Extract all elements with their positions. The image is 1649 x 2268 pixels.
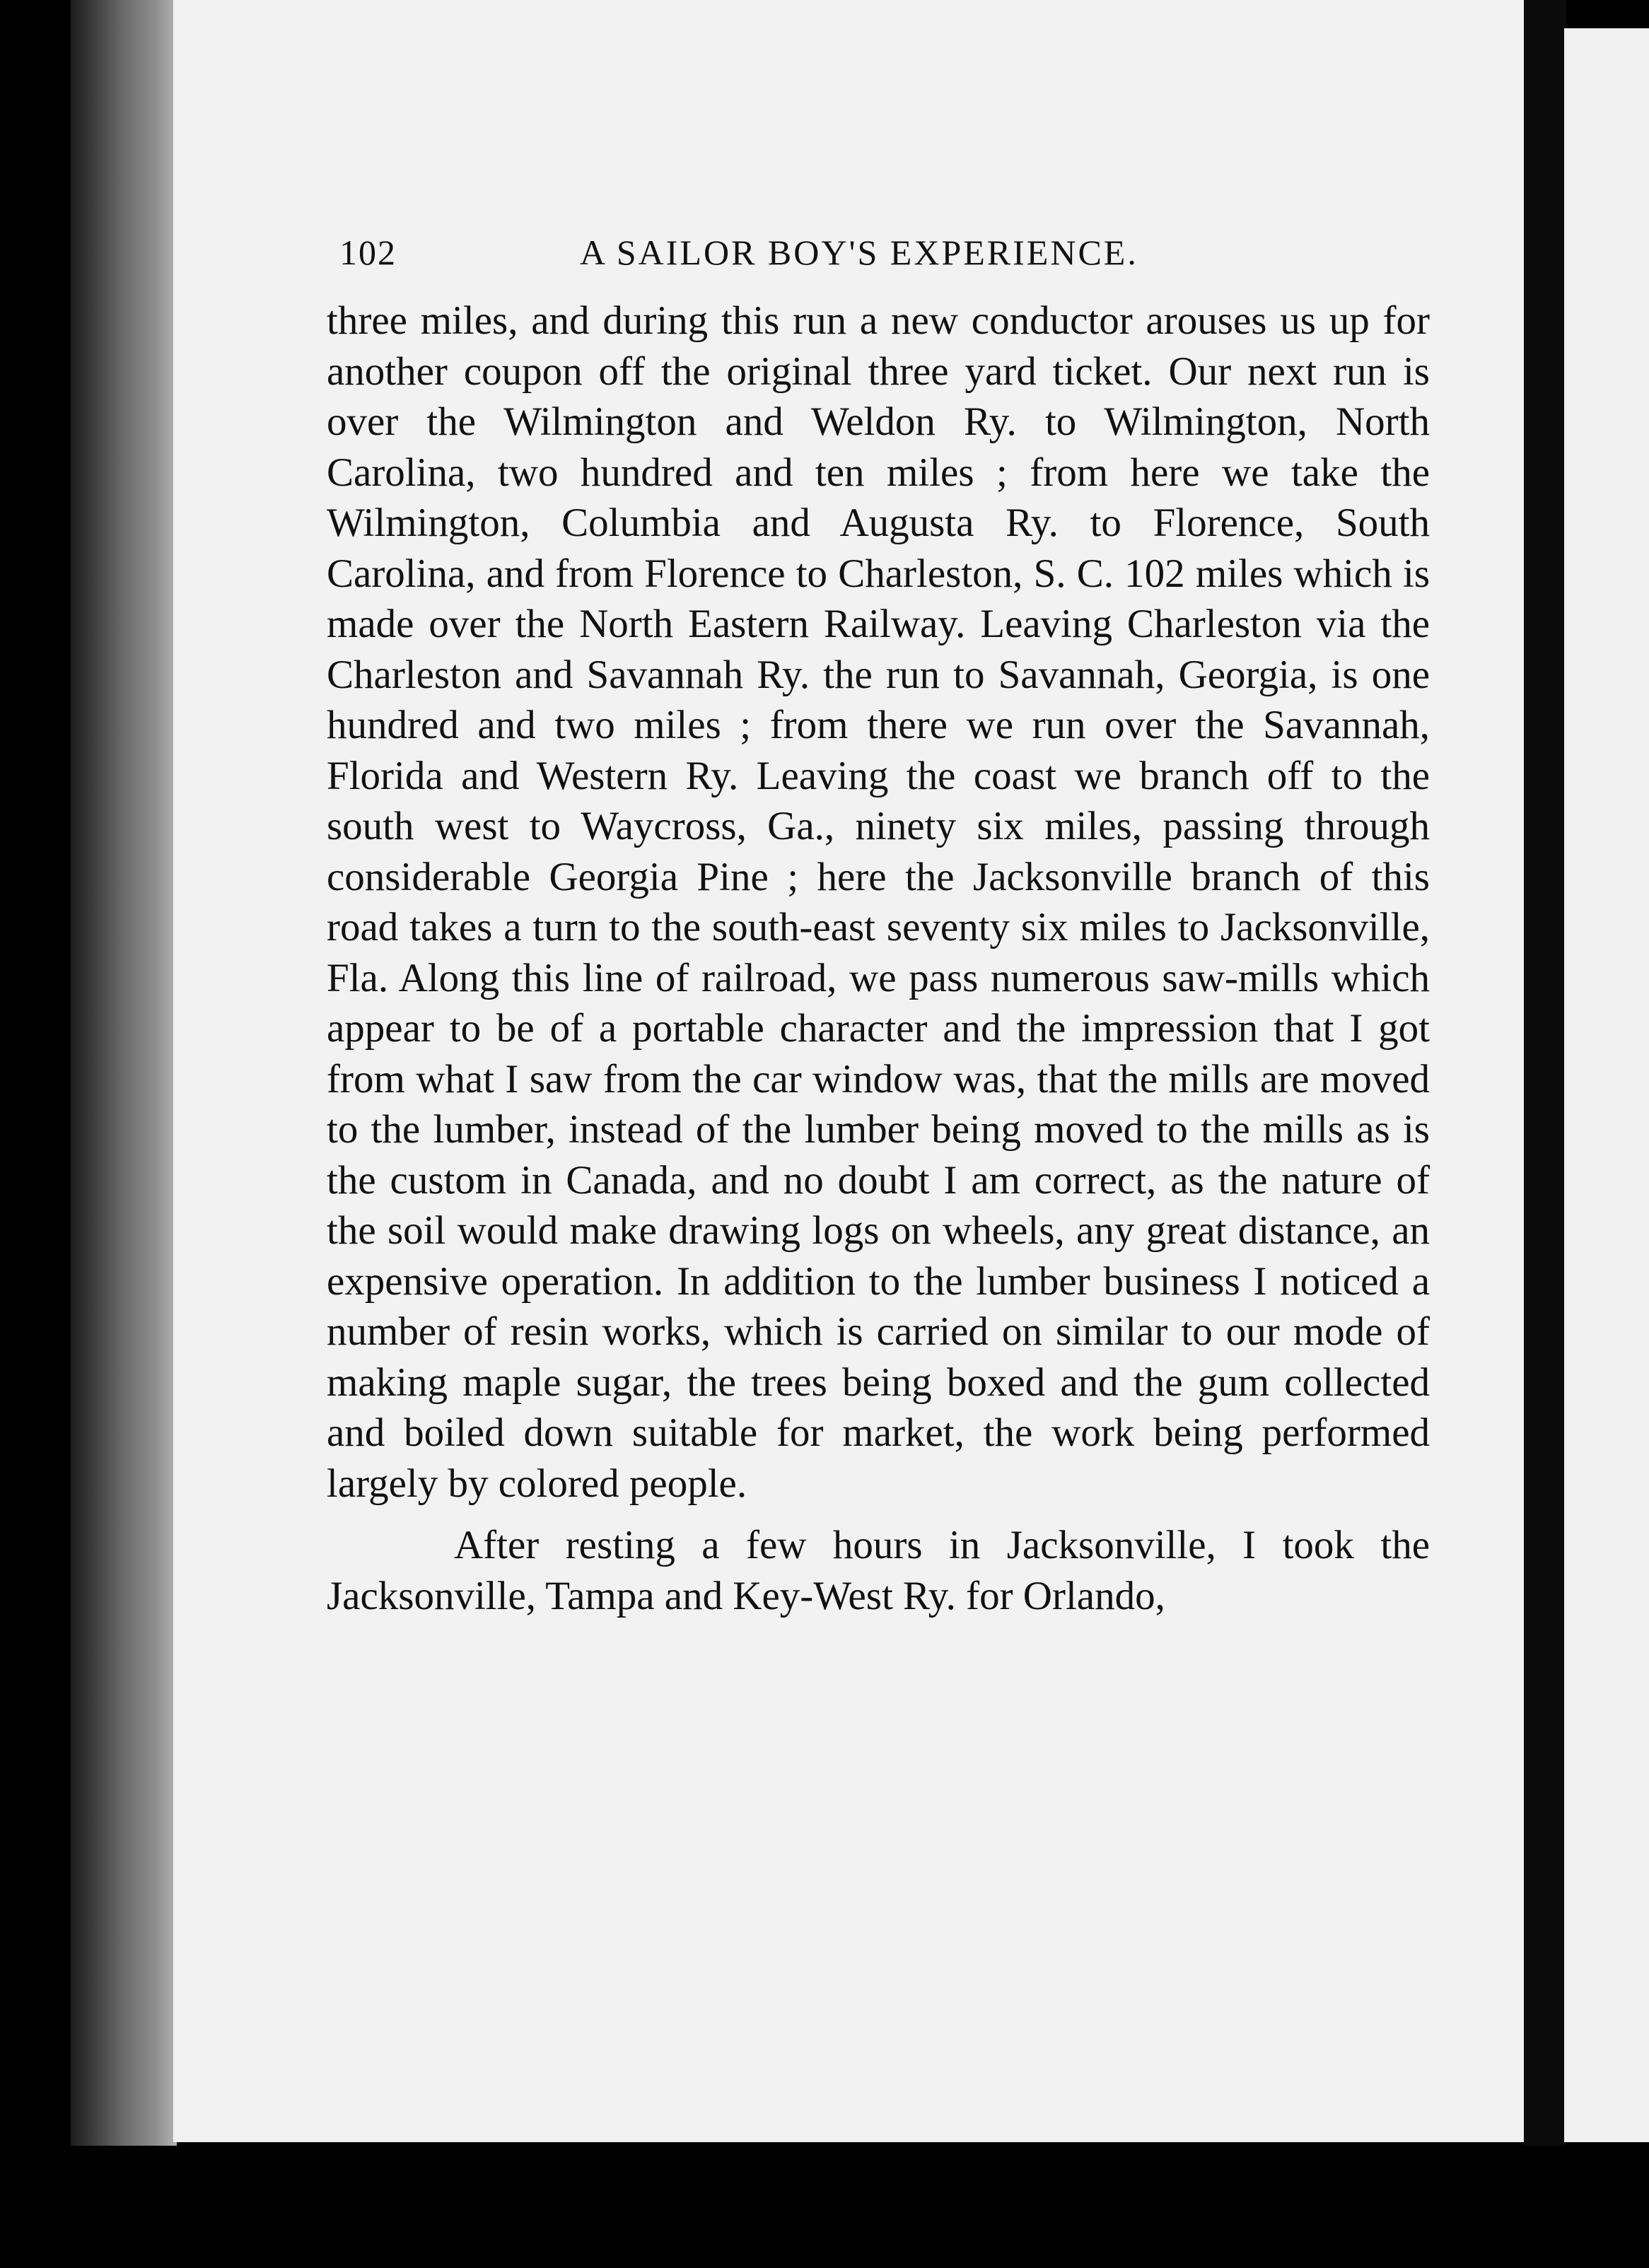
page-number: 102: [339, 233, 397, 272]
running-head: [339, 226, 1216, 283]
running-title: A SAILOR BOY'S EXPERIENCE.: [580, 233, 1138, 272]
body-text: [327, 296, 1430, 1621]
paragraph: three miles, and during this run a new conductor arouses us up for another coupon off the original three yard ticket. Our next run is over the Wilmington and Weldon Ry. to Wilmington, North Carolina, two hundred and ten miles ; from here we take the Wilmington, Columbia and Augusta Ry. to Florence, South Carolina, and from Florence to Charleston, S. C. 102 miles which is made over the North Eastern Railway. Leaving Charleston via the Charleston and Savannah Ry. the run to Savannah, Georgia, is one hundred and two miles ; from there we run over the Savannah, Florida and Western Ry. Leaving the coast we branch off to the south west to Waycross, Ga., ninety six miles, passing through considerable Georgia Pine ; here the Jacksonville branch of this road takes a turn to the south-east seventy six miles to Jacksonville, Fla. Along this line of railroad, we pass numerous saw-mills which appear to be of a portable character and the impression that I got from what I saw from the car window was, that the mills are moved to the lumber, instead of the lumber being moved to the mills as is the custom in Canada, and no doubt I am correct, as the nature of the soil would make drawing logs on wheels, any great distance, an expensive operation. In addition to the lumber business I noticed a number of resin works, which is carried on similar to our mode of making maple sugar, the trees being boxed and the gum collected and boiled down suitable for market, the work being performed largely by colored people.: [327, 298, 1430, 1506]
book-page-edges: [71, 0, 177, 2146]
paragraph: After resting a few hours in Jacksonville, I took the Jacksonville, Tampa and Key-West Ry. for Orlando,: [327, 1523, 1430, 1618]
page-gutter: [1524, 0, 1566, 2146]
adjacent-page-edge: [1564, 28, 1649, 2142]
